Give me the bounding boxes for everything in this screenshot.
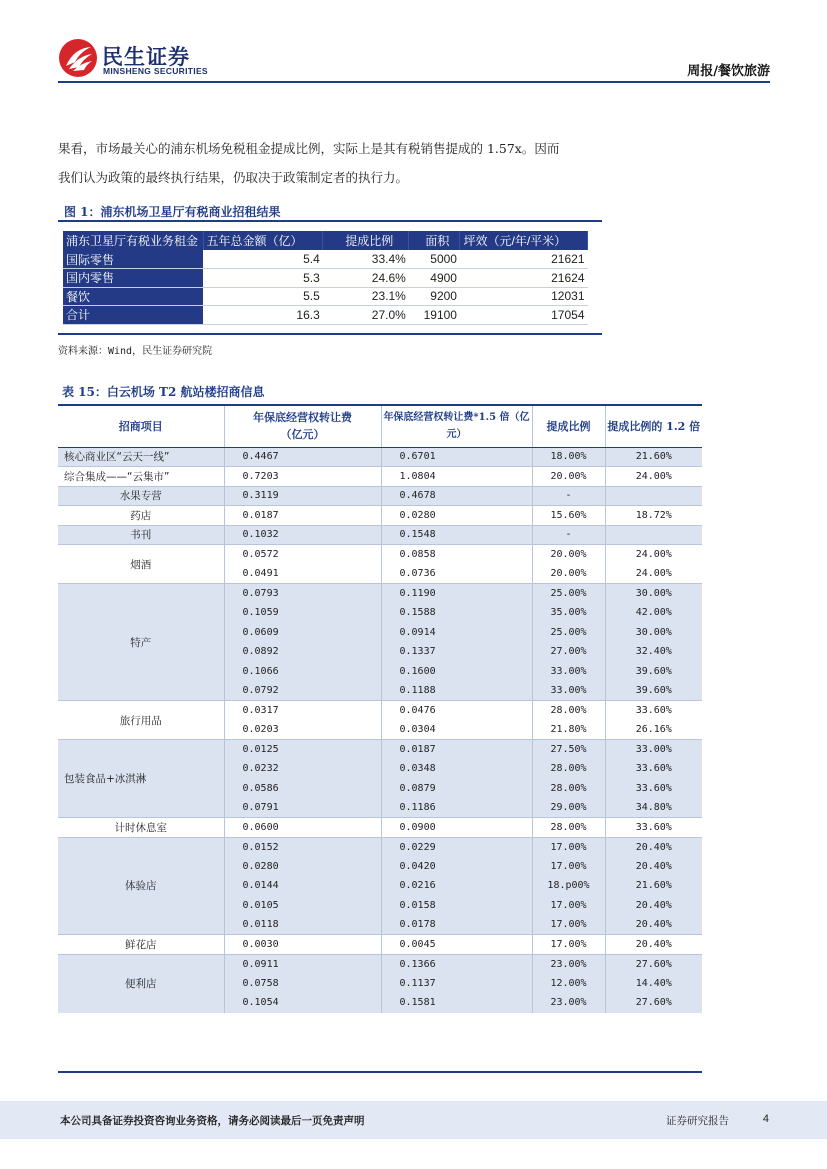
minsheng-logo-icon [58, 38, 98, 78]
project-name-cell: 包装食品+冰淇淋 [58, 740, 224, 818]
ratio-cell: 17.00% [532, 857, 605, 877]
ratio-cell: 25.00% [532, 623, 605, 643]
ratio-1-2x-cell: 20.40% [605, 837, 702, 857]
fee-cell: 0.0609 [224, 623, 381, 643]
report-section-label: 周报/餐饮旅游 [687, 64, 770, 79]
figure-1-row-label: 国际零售 [63, 250, 203, 269]
fee-cell: 0.1032 [224, 525, 381, 545]
ratio-1-2x-cell: 20.40% [605, 935, 702, 955]
fee-1-5x-cell: 0.0914 [381, 623, 532, 643]
ratio-cell: 33.00% [532, 662, 605, 682]
figure-1-header-cell: 五年总金额（亿） [203, 231, 323, 250]
table-row [58, 545, 702, 565]
fee-1-5x-cell: 0.6701 [381, 447, 532, 467]
fee-cell: 0.7203 [224, 467, 381, 487]
table-row [58, 954, 702, 974]
ratio-cell: 35.00% [532, 603, 605, 623]
fee-cell: 0.1066 [224, 662, 381, 682]
ratio-1-2x-cell: 39.60% [605, 681, 702, 701]
ratio-cell: 18.00% [532, 447, 605, 467]
ratio-cell: 28.00% [532, 701, 605, 721]
fee-cell: 0.0030 [224, 935, 381, 955]
fee-1-5x-cell: 0.1337 [381, 642, 532, 662]
project-name-cell: 水果专营 [58, 486, 224, 506]
project-name-cell: 特产 [58, 584, 224, 701]
ratio-1-2x-cell: 33.60% [605, 779, 702, 799]
figure-1-row [63, 269, 588, 288]
table-15-title: 表 15：白云机场 T2 航站楼招商信息 [62, 385, 265, 399]
figure-1-cell-efficiency: 21624 [460, 269, 588, 288]
figure-1-cell-amount: 5.3 [203, 269, 323, 288]
ratio-1-2x-cell: 26.16% [605, 720, 702, 740]
table-row [58, 740, 702, 760]
ratio-cell: 20.00% [532, 545, 605, 565]
figure-1-cell-amount: 5.4 [203, 250, 323, 269]
table-15 [58, 406, 702, 1013]
figure-1-top-rule [58, 220, 602, 222]
figure-1-source: 资料来源：Wind，民生证券研究院 [58, 346, 213, 357]
header-fee-line-1: 年保底经营权转让费 [253, 411, 352, 425]
fee-1-5x-cell: 0.1188 [381, 681, 532, 701]
fee-1-5x-cell: 0.1588 [381, 603, 532, 623]
ratio-1-2x-cell [605, 525, 702, 545]
ratio-1-2x-cell: 34.80% [605, 798, 702, 818]
project-name-cell: 综合集成——“云集市” [58, 467, 224, 487]
figure-1-header-row [63, 231, 588, 250]
ratio-cell: 27.50% [532, 740, 605, 760]
header-fee-line-2: （亿元） [280, 428, 325, 442]
fee-1-5x-cell: 0.1581 [381, 993, 532, 1013]
table-15-header-fee-1-5x: 年保底经营权转让费*1.5 倍（亿元） [381, 406, 532, 447]
project-name-cell: 核心商业区“云天一线” [58, 447, 224, 467]
ratio-cell: 20.00% [532, 564, 605, 584]
ratio-1-2x-cell: 33.00% [605, 740, 702, 760]
figure-1-header-cell: 坪效（元/年/平米） [460, 231, 588, 250]
ratio-1-2x-cell: 32.40% [605, 642, 702, 662]
figure-1-row [63, 287, 588, 306]
table-row [58, 447, 702, 467]
figure-1-cell-ratio: 33.4% [323, 250, 409, 269]
table-15-header-ratio: 提成比例 [532, 406, 605, 447]
ratio-cell: 33.00% [532, 681, 605, 701]
page-header [58, 34, 770, 82]
fee-cell: 0.0118 [224, 915, 381, 935]
fee-1-5x-cell: 0.0280 [381, 506, 532, 526]
figure-1-row-label: 餐饮 [63, 287, 203, 306]
figure-1-header-cell: 提成比例 [323, 231, 409, 250]
figure-1-table [63, 231, 588, 325]
figure-1-cell-area: 19100 [409, 306, 460, 325]
logo-text-cn: 民生证券 [102, 45, 190, 69]
fee-1-5x-cell: 0.1190 [381, 584, 532, 604]
ratio-cell: 17.00% [532, 837, 605, 857]
ratio-1-2x-cell: 24.00% [605, 545, 702, 565]
figure-1-bottom-rule [58, 333, 602, 335]
fee-1-5x-cell: 0.0879 [381, 779, 532, 799]
fee-1-5x-cell: 0.0476 [381, 701, 532, 721]
fee-cell: 0.0586 [224, 779, 381, 799]
figure-1-cell-ratio: 27.0% [323, 306, 409, 325]
fee-cell: 0.0125 [224, 740, 381, 760]
ratio-1-2x-cell [605, 486, 702, 506]
figure-1-cell-area: 5000 [409, 250, 460, 269]
project-name-cell: 烟酒 [58, 545, 224, 584]
figure-1-row-label: 合计 [63, 306, 203, 325]
fee-1-5x-cell: 0.0348 [381, 759, 532, 779]
ratio-1-2x-cell: 20.40% [605, 915, 702, 935]
fee-cell: 0.0144 [224, 876, 381, 896]
table-row [58, 584, 702, 604]
footer-report-type: 证券研究报告 [666, 1115, 729, 1127]
fee-1-5x-cell: 0.0216 [381, 876, 532, 896]
fee-1-5x-cell: 0.1137 [381, 974, 532, 994]
project-name-cell: 计时休息室 [58, 818, 224, 838]
fee-cell: 0.0892 [224, 642, 381, 662]
project-name-cell: 便利店 [58, 954, 224, 1013]
ratio-cell: 17.00% [532, 915, 605, 935]
fee-cell: 0.0791 [224, 798, 381, 818]
logo-text-en: MINSHENG SECURITIES [103, 66, 208, 76]
figure-1-cell-amount: 16.3 [203, 306, 323, 325]
project-name-cell: 鲜花店 [58, 935, 224, 955]
fee-1-5x-cell: 0.1548 [381, 525, 532, 545]
ratio-cell: 23.00% [532, 954, 605, 974]
fee-1-5x-cell: 0.1186 [381, 798, 532, 818]
project-name-cell: 书刊 [58, 525, 224, 545]
figure-1-cell-efficiency: 12031 [460, 287, 588, 306]
ratio-1-2x-cell: 24.00% [605, 467, 702, 487]
ratio-cell: 23.00% [532, 993, 605, 1013]
ratio-cell: 21.80% [532, 720, 605, 740]
ratio-cell: 28.00% [532, 759, 605, 779]
paragraph-line-1: 果看，市场最关心的浦东机场免税租金提成比例，实际上是其有税销售提成的 1.57x。因而 [58, 141, 560, 156]
table-row [58, 837, 702, 857]
figure-1-cell-efficiency: 21621 [460, 250, 588, 269]
fee-cell: 0.0203 [224, 720, 381, 740]
fee-1-5x-cell: 0.0858 [381, 545, 532, 565]
table-row [58, 935, 702, 955]
table-row [58, 525, 702, 545]
table-15-header-project: 招商项目 [58, 406, 224, 447]
fee-cell: 0.1059 [224, 603, 381, 623]
ratio-1-2x-cell: 20.40% [605, 896, 702, 916]
footer-disclaimer: 本公司具备证券投资咨询业务资格，请务必阅读最后一页免责声明 [60, 1115, 365, 1127]
fee-1-5x-cell: 0.1366 [381, 954, 532, 974]
ratio-1-2x-cell: 30.00% [605, 623, 702, 643]
fee-cell: 0.0491 [224, 564, 381, 584]
fee-cell: 0.0280 [224, 857, 381, 877]
ratio-1-2x-cell: 20.40% [605, 857, 702, 877]
ratio-1-2x-cell: 33.60% [605, 759, 702, 779]
figure-1-cell-ratio: 24.6% [323, 269, 409, 288]
fee-1-5x-cell: 0.0229 [381, 837, 532, 857]
ratio-cell: 20.00% [532, 467, 605, 487]
ratio-cell: 27.00% [532, 642, 605, 662]
ratio-cell: 18.p00% [532, 876, 605, 896]
table-15-header-ratio-1-2x: 提成比例的 1.2 倍 [605, 406, 702, 447]
ratio-cell: 28.00% [532, 818, 605, 838]
ratio-1-2x-cell: 21.60% [605, 447, 702, 467]
table-row [58, 506, 702, 526]
ratio-cell: 17.00% [532, 935, 605, 955]
table-15-header-row [58, 406, 702, 447]
figure-1-cell-ratio: 23.1% [323, 287, 409, 306]
fee-1-5x-cell: 0.0900 [381, 818, 532, 838]
ratio-1-2x-cell: 21.60% [605, 876, 702, 896]
table-row [58, 486, 702, 506]
ratio-cell: - [532, 486, 605, 506]
ratio-cell: - [532, 525, 605, 545]
figure-1-header-cell: 浦东卫星厅有税业务租金 [63, 231, 203, 250]
page-footer [0, 1101, 827, 1139]
ratio-cell: 17.00% [532, 896, 605, 916]
ratio-1-2x-cell: 14.40% [605, 974, 702, 994]
page-number: 4 [762, 1113, 769, 1125]
project-name-cell: 药店 [58, 506, 224, 526]
ratio-1-2x-cell: 24.00% [605, 564, 702, 584]
ratio-1-2x-cell: 18.72% [605, 506, 702, 526]
fee-1-5x-cell: 0.0736 [381, 564, 532, 584]
ratio-cell: 25.00% [532, 584, 605, 604]
company-logo [58, 38, 228, 78]
figure-1-title: 图 1：浦东机场卫星厅有税商业招租结果 [64, 205, 281, 219]
project-name-cell: 旅行用品 [58, 701, 224, 740]
ratio-1-2x-cell: 39.60% [605, 662, 702, 682]
fee-1-5x-cell: 0.0158 [381, 896, 532, 916]
table-row [58, 818, 702, 838]
fee-cell: 0.0792 [224, 681, 381, 701]
fee-cell: 0.0152 [224, 837, 381, 857]
table-15-header-fee [224, 406, 381, 447]
fee-cell: 0.4467 [224, 447, 381, 467]
ratio-cell: 29.00% [532, 798, 605, 818]
fee-cell: 0.0793 [224, 584, 381, 604]
project-name-cell: 体验店 [58, 837, 224, 935]
fee-cell: 0.3119 [224, 486, 381, 506]
paragraph-line-2: 我们认为政策的最终执行结果，仍取决于政策制定者的执行力。 [58, 170, 409, 185]
figure-1-cell-area: 9200 [409, 287, 460, 306]
fee-cell: 0.0187 [224, 506, 381, 526]
fee-1-5x-cell: 1.0804 [381, 467, 532, 487]
fee-cell: 0.0105 [224, 896, 381, 916]
fee-cell: 0.0572 [224, 545, 381, 565]
figure-1-cell-amount: 5.5 [203, 287, 323, 306]
fee-1-5x-cell: 0.0178 [381, 915, 532, 935]
figure-1-cell-efficiency: 17054 [460, 306, 588, 325]
fee-cell: 0.0232 [224, 759, 381, 779]
table-15-bottom-rule [58, 1071, 702, 1073]
fee-cell: 0.0600 [224, 818, 381, 838]
fee-cell: 0.0758 [224, 974, 381, 994]
fee-cell: 0.1054 [224, 993, 381, 1013]
fee-1-5x-cell: 0.0045 [381, 935, 532, 955]
fee-1-5x-cell: 0.4678 [381, 486, 532, 506]
figure-1-header-cell: 面积 [409, 231, 460, 250]
ratio-cell: 12.00% [532, 974, 605, 994]
figure-1-row [63, 250, 588, 269]
ratio-1-2x-cell: 33.60% [605, 701, 702, 721]
ratio-cell: 28.00% [532, 779, 605, 799]
ratio-1-2x-cell: 27.60% [605, 954, 702, 974]
fee-cell: 0.0317 [224, 701, 381, 721]
table-row [58, 701, 702, 721]
ratio-1-2x-cell: 30.00% [605, 584, 702, 604]
figure-1-row-label: 国内零售 [63, 269, 203, 288]
fee-cell: 0.0911 [224, 954, 381, 974]
fee-1-5x-cell: 0.0304 [381, 720, 532, 740]
ratio-cell: 15.60% [532, 506, 605, 526]
ratio-1-2x-cell: 33.60% [605, 818, 702, 838]
header-divider [58, 81, 770, 83]
figure-1-row [63, 306, 588, 325]
ratio-1-2x-cell: 42.00% [605, 603, 702, 623]
figure-1-cell-area: 4900 [409, 269, 460, 288]
ratio-1-2x-cell: 27.60% [605, 993, 702, 1013]
body-paragraph [58, 134, 770, 192]
fee-1-5x-cell: 0.0187 [381, 740, 532, 760]
fee-1-5x-cell: 0.0420 [381, 857, 532, 877]
table-row [58, 467, 702, 487]
fee-1-5x-cell: 0.1600 [381, 662, 532, 682]
